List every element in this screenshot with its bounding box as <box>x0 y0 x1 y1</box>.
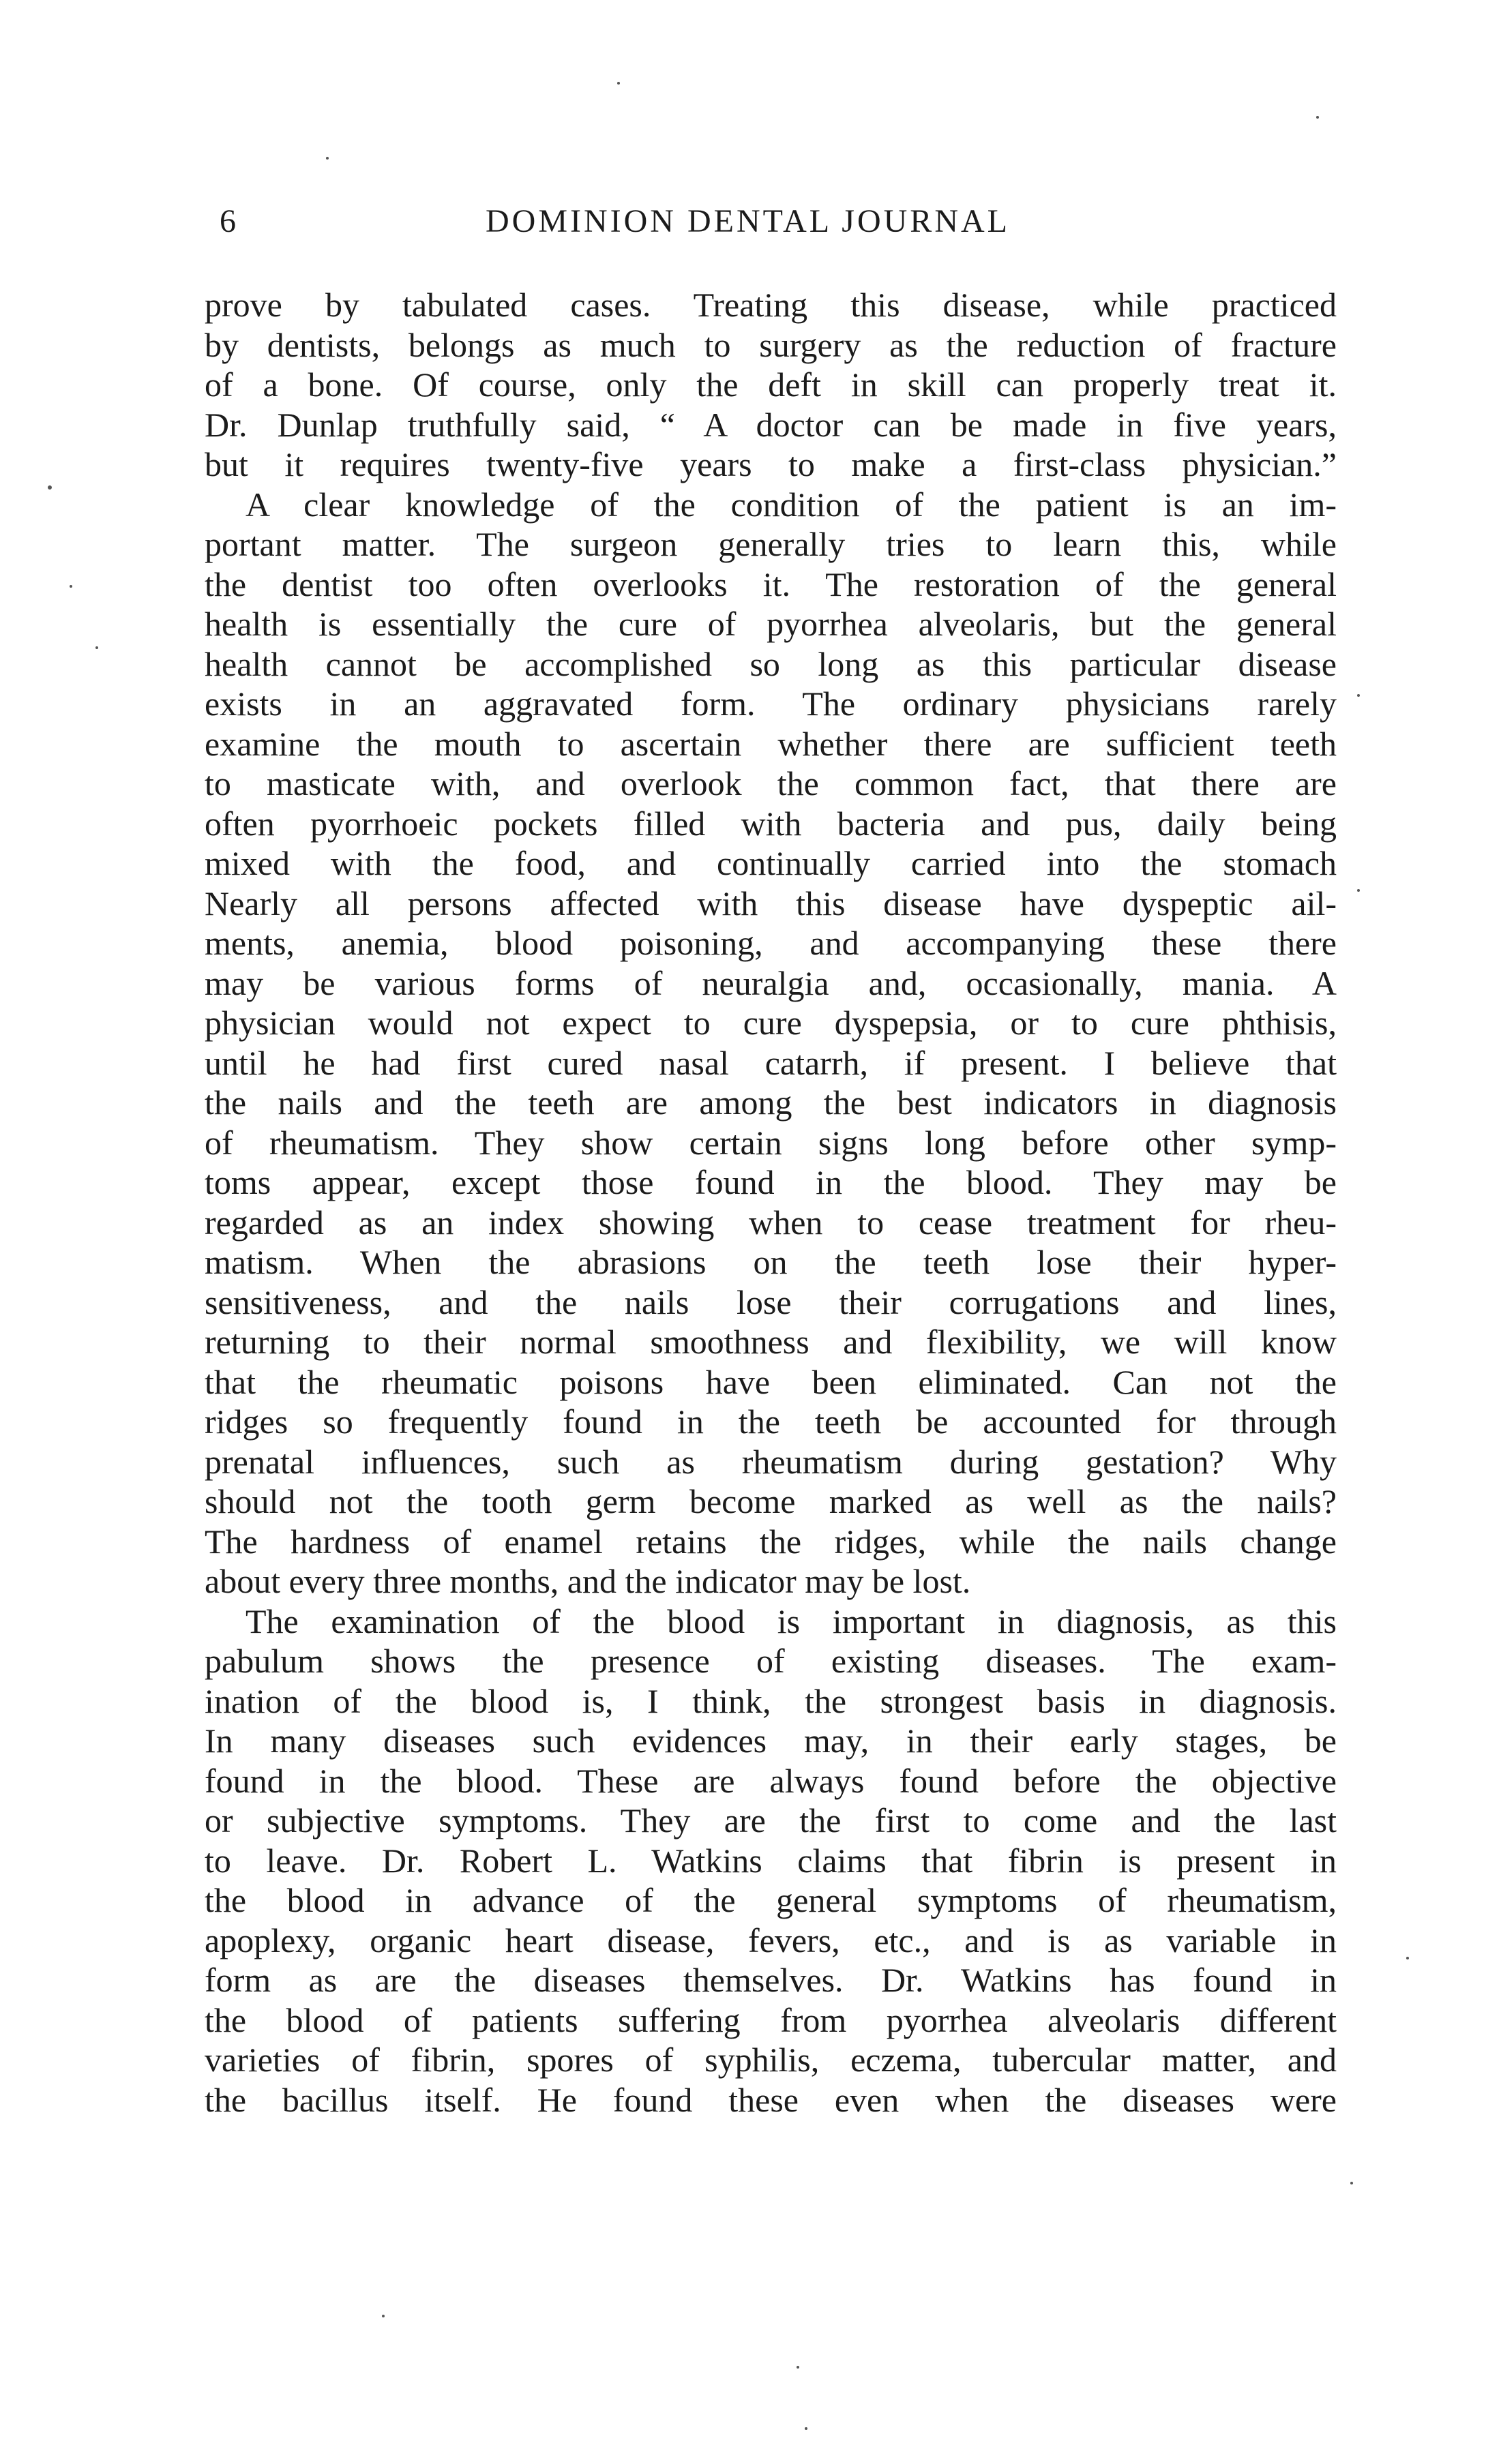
text-line: A clear knowledge of the condition of the patient is an im- <box>246 485 1337 524</box>
text-line: ridges so frequently found in the teeth be accounted for through <box>205 1402 1337 1441</box>
text-line: but it requires twenty-five years to make a first-class physician.” <box>205 445 1337 483</box>
scan-speck <box>95 646 98 649</box>
text-line: matism. When the abrasions on the teeth lose their hyper- <box>205 1243 1337 1281</box>
text-line: portant matter. The surgeon generally tries to learn this, while <box>205 525 1337 563</box>
text-line: of rheumatism. They show certain signs long before other symp- <box>205 1123 1337 1162</box>
scan-speck <box>48 485 52 490</box>
page-number: 6 <box>220 203 236 239</box>
paragraph <box>205 1602 1337 2120</box>
scan-speck <box>1350 2182 1353 2184</box>
text-line: may be various forms of neuralgia and, occasionally, mania. A <box>205 963 1337 1002</box>
scan-speck <box>1406 1957 1409 1959</box>
text-line: found in the blood. These are always found before the objective <box>205 1761 1337 1800</box>
text-line: the blood in advance of the general symptoms of rheumatism, <box>205 1881 1337 1919</box>
text-line: toms appear, except those found in the blood. They may be <box>205 1163 1337 1201</box>
scan-speck <box>617 82 620 85</box>
journal-title: DOMINION DENTAL JOURNAL <box>486 203 1010 239</box>
text-line: the bacillus itself. He found these even when the diseases were <box>205 2080 1337 2119</box>
text-line: The hardness of enamel retains the ridges, while the nails change <box>205 1522 1337 1561</box>
text-line: often pyorrhoeic pockets filled with bacteria and pus, daily being <box>205 804 1337 843</box>
text-line: exists in an aggravated form. The ordinary physicians rarely <box>205 685 1337 723</box>
text-line: to masticate with, and overlook the common fact, that there are <box>205 764 1337 802</box>
text-line: mixed with the food, and continually carried into the stomach <box>205 844 1337 882</box>
scan-speck <box>1316 116 1319 119</box>
running-head <box>220 198 1331 245</box>
scan-speck <box>382 2315 385 2317</box>
paragraph <box>205 285 1337 485</box>
text-line: until he had first cured nasal catarrh, if present. I believe that <box>205 1043 1337 1082</box>
text-line: should not the tooth germ become marked as well as the nails? <box>205 1482 1337 1520</box>
scan-speck <box>70 585 72 588</box>
scan-speck <box>797 2366 799 2369</box>
text-line: by dentists, belongs as much to surgery as the reduction of fracture <box>205 325 1337 364</box>
text-line: apoplexy, organic heart disease, fevers, etc., and is as variable in <box>205 1921 1337 1959</box>
text-line: prove by tabulated cases. Treating this disease, while practiced <box>205 286 1337 324</box>
text-line: or subjective symptoms. They are the first to come and the last <box>205 1801 1337 1839</box>
text-line: varieties of fibrin, spores of syphilis, eczema, tubercular matter, and <box>205 2041 1337 2079</box>
text-line: that the rheumatic poisons have been eliminated. Can not the <box>205 1362 1337 1401</box>
text-line: health is essentially the cure of pyorrhea alveolaris, but the general <box>205 605 1337 643</box>
text-line: Nearly all persons affected with this disease have dyspeptic ail- <box>205 884 1337 922</box>
text-line: to leave. Dr. Robert L. Watkins claims that fibrin is present in <box>205 1841 1337 1880</box>
scan-speck <box>805 2427 807 2430</box>
scan-speck <box>1357 889 1360 892</box>
text-line: ination of the blood is, I think, the strongest basis in diagnosis. <box>205 1681 1337 1720</box>
scan-speck <box>326 157 329 160</box>
text-line: form as are the diseases themselves. Dr. Watkins has found in <box>205 1961 1337 1999</box>
paragraph <box>205 485 1337 1602</box>
text-line: about every three months, and the indicator may be lost. <box>205 1562 971 1600</box>
text-line: health cannot be accomplished so long as this particular disease <box>205 644 1337 683</box>
text-line: Dr. Dunlap truthfully said, “ A doctor can be made in five years, <box>205 405 1337 444</box>
text-line: The examination of the blood is important in diagnosis, as this <box>246 1602 1337 1640</box>
text-line: regarded as an index showing when to cease treatment for rheu- <box>205 1203 1337 1242</box>
text-line: examine the mouth to ascertain whether there are sufficient teeth <box>205 724 1337 763</box>
text-line: sensitiveness, and the nails lose their corrugations and lines, <box>205 1282 1337 1321</box>
text-line: of a bone. Of course, only the deft in skill can properly treat it. <box>205 365 1337 404</box>
text-line: ments, anemia, blood poisoning, and accompanying these there <box>205 924 1337 962</box>
text-line: the blood of patients suffering from pyorrhea alveolaris different <box>205 2000 1337 2039</box>
text-line: In many diseases such evidences may, in their early stages, be <box>205 1722 1337 1760</box>
text-line: pabulum shows the presence of existing diseases. The exam- <box>205 1642 1337 1680</box>
text-line: prenatal influences, such as rheumatism during gestation? Why <box>205 1442 1337 1481</box>
text-line: the nails and the teeth are among the best indicators in diagnosis <box>205 1083 1337 1122</box>
text-line: the dentist too often overlooks it. The restoration of the general <box>205 565 1337 603</box>
scan-speck <box>1357 694 1360 697</box>
body-text <box>205 285 1337 2120</box>
text-line: physician would not expect to cure dyspepsia, or to cure phthisis, <box>205 1004 1337 1042</box>
text-line: returning to their normal smoothness and flexibility, we will know <box>205 1323 1337 1361</box>
